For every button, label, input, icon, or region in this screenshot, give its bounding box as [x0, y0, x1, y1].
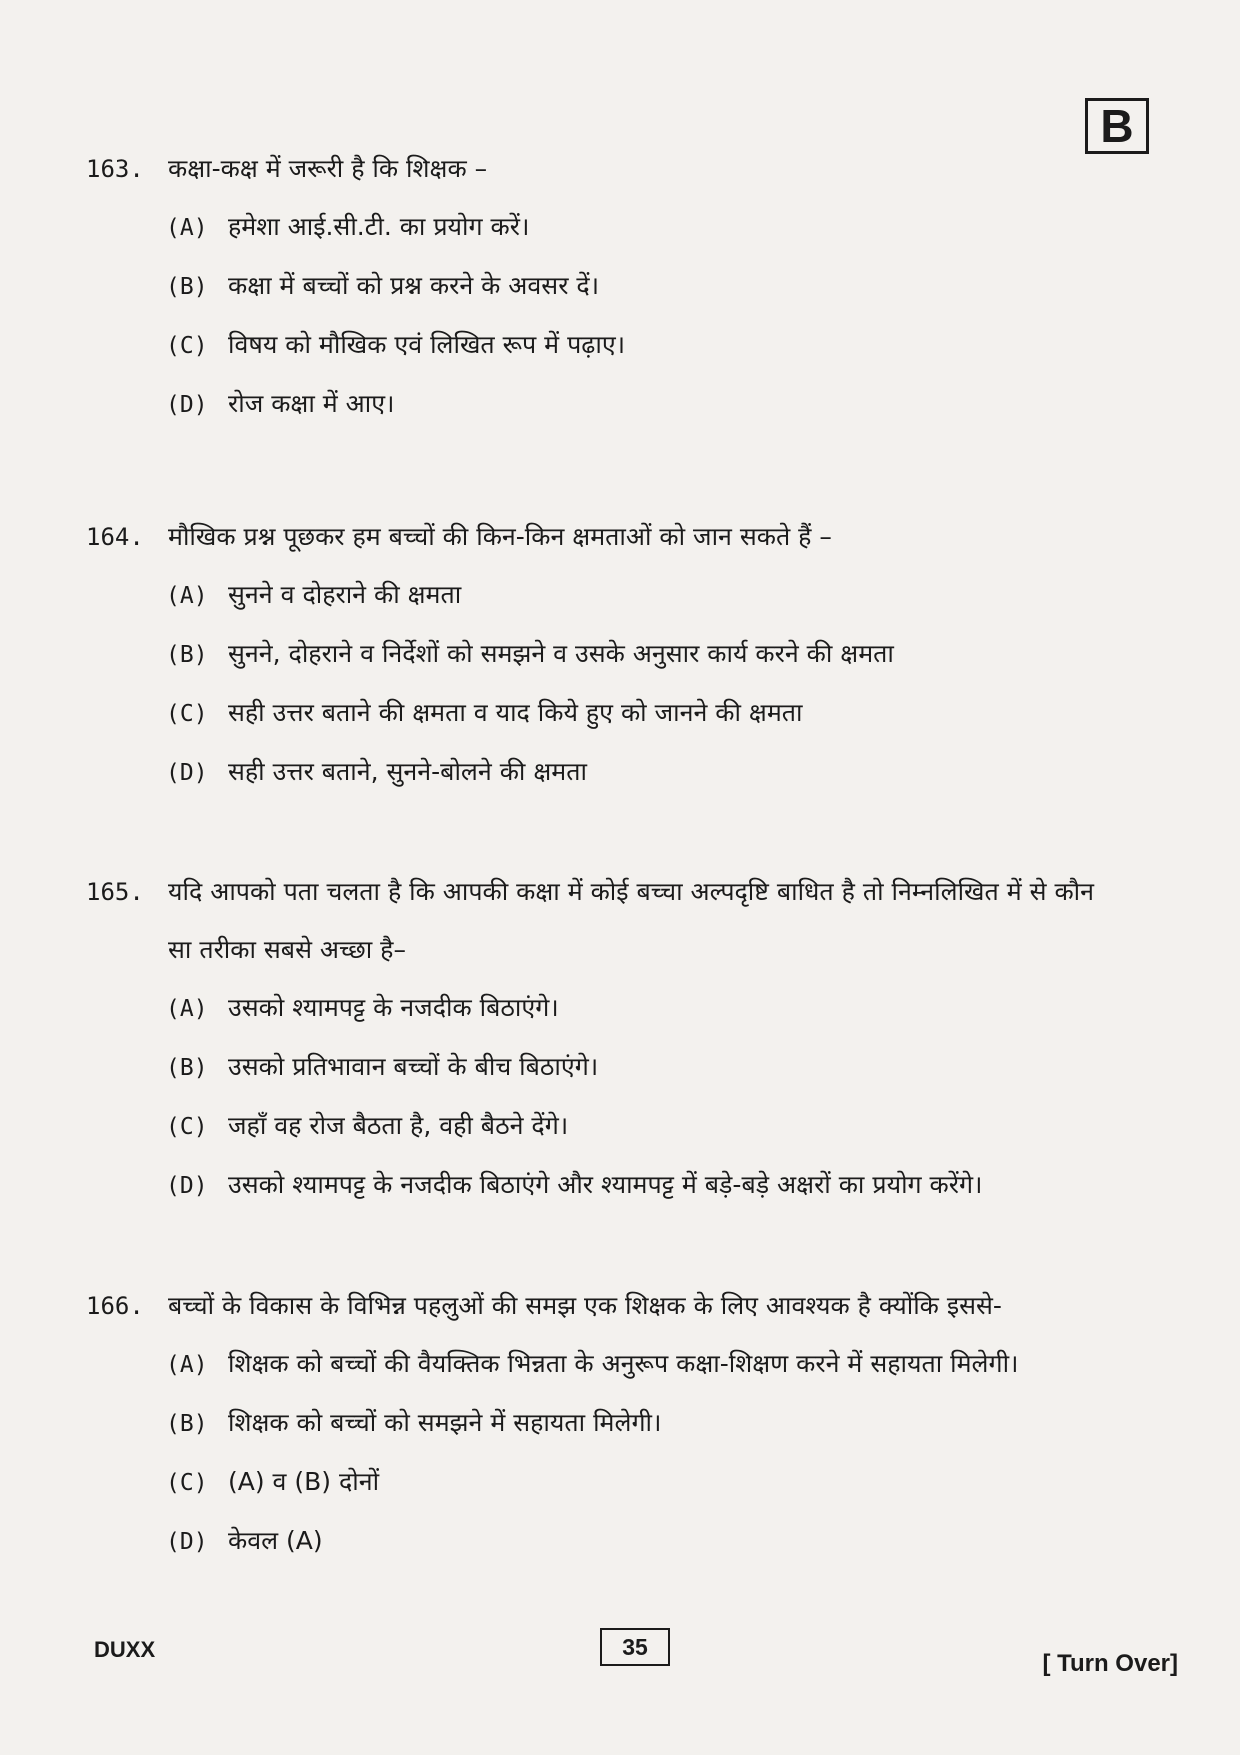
option-text: जहाँ वह रोज बैठता है, वही बैठने देंगे।	[228, 1111, 569, 1140]
booklet-code: DUXX	[94, 1637, 156, 1662]
question-number: 164.	[86, 523, 144, 551]
option-d	[86, 1522, 1176, 1561]
option-label: (A)	[166, 583, 208, 609]
question-text: मौखिक प्रश्न पूछकर हम बच्चों की किन-किन क्षमताओं को जान सकते हैं –	[168, 522, 832, 551]
option-label: (C)	[166, 1470, 208, 1496]
option-label: (B)	[166, 642, 208, 668]
option-b	[86, 1404, 1176, 1443]
option-text: उसको प्रतिभावान बच्चों के बीच बिठाएंगे।	[228, 1052, 599, 1081]
option-label: (B)	[166, 274, 208, 300]
option-d	[86, 1166, 1176, 1205]
option-c	[86, 1463, 1176, 1502]
option-label: (D)	[166, 1529, 208, 1555]
option-label: (A)	[166, 215, 208, 241]
question-text: कक्षा-कक्ष में जरूरी है कि शिक्षक –	[168, 154, 488, 183]
option-c	[86, 694, 1176, 733]
turn-over-label: [ Turn Over]	[1042, 1650, 1178, 1677]
question-164	[86, 518, 1176, 792]
option-text: शिक्षक को बच्चों की वैयक्तिक भिन्नता के अनुरूप कक्षा-शिक्षण करने में सहायता मिलेगी।	[228, 1349, 1019, 1378]
option-label: (A)	[166, 1352, 208, 1378]
option-text: (A) व (B) दोनों	[228, 1467, 380, 1496]
option-text: विषय को मौखिक एवं लिखित रूप में पढ़ाए।	[228, 330, 626, 359]
option-label: (D)	[166, 1173, 208, 1199]
option-text: शिक्षक को बच्चों को समझने में सहायता मिलेगी।	[228, 1408, 662, 1437]
option-b	[86, 1048, 1176, 1087]
question-number: 165.	[86, 878, 144, 906]
option-text: कक्षा में बच्चों को प्रश्न करने के अवसर दें।	[228, 271, 600, 300]
option-d	[86, 385, 1176, 424]
option-text: रोज कक्षा में आए।	[228, 389, 395, 418]
option-text: उसको श्यामपट्ट के नजदीक बिठाएंगे और श्यामपट्ट में बड़े-बड़े अक्षरों का प्रयोग करेंगे।	[228, 1170, 983, 1199]
option-b	[86, 267, 1176, 306]
option-label: (C)	[166, 333, 208, 359]
option-text: केवल (A)	[228, 1526, 323, 1555]
option-label: (D)	[166, 392, 208, 418]
option-text: हमेशा आई.सी.टी. का प्रयोग करें।	[228, 212, 530, 241]
question-text-continued: सा तरीका सबसे अच्छा है–	[168, 935, 406, 964]
option-text: उसको श्यामपट्ट के नजदीक बिठाएंगे।	[228, 993, 559, 1022]
option-label: (D)	[166, 760, 208, 786]
option-c	[86, 1107, 1176, 1146]
option-b	[86, 635, 1176, 674]
page-number: 35	[600, 1628, 670, 1666]
option-a	[86, 1345, 1176, 1384]
question-165	[86, 873, 1176, 1205]
question-number: 166.	[86, 1292, 144, 1320]
option-label: (B)	[166, 1055, 208, 1081]
option-label: (C)	[166, 701, 208, 727]
option-text: सही उत्तर बताने की क्षमता व याद किये हुए को जानने की क्षमता	[228, 698, 803, 727]
set-label-box: B	[1085, 98, 1149, 154]
question-text: यदि आपको पता चलता है कि आपकी कक्षा में कोई बच्चा अल्पदृष्टि बाधित है तो निम्नलिखित में से कौन	[168, 877, 1094, 906]
option-label: (A)	[166, 996, 208, 1022]
question-163	[86, 150, 1176, 424]
option-a	[86, 576, 1176, 615]
option-text: सुनने व दोहराने की क्षमता	[228, 580, 462, 609]
question-number: 163.	[86, 155, 144, 183]
question-166	[86, 1287, 1176, 1561]
option-text: सुनने, दोहराने व निर्देशों को समझने व उसके अनुसार कार्य करने की क्षमता	[228, 639, 894, 668]
option-c	[86, 326, 1176, 365]
option-a	[86, 989, 1176, 1028]
option-d	[86, 753, 1176, 792]
option-a	[86, 208, 1176, 247]
question-text: बच्चों के विकास के विभिन्न पहलुओं की समझ एक शिक्षक के लिए आवश्यक है क्योंकि इससे-	[168, 1291, 1002, 1320]
option-text: सही उत्तर बताने, सुनने-बोलने की क्षमता	[228, 757, 587, 786]
option-label: (B)	[166, 1411, 208, 1437]
option-label: (C)	[166, 1114, 208, 1140]
